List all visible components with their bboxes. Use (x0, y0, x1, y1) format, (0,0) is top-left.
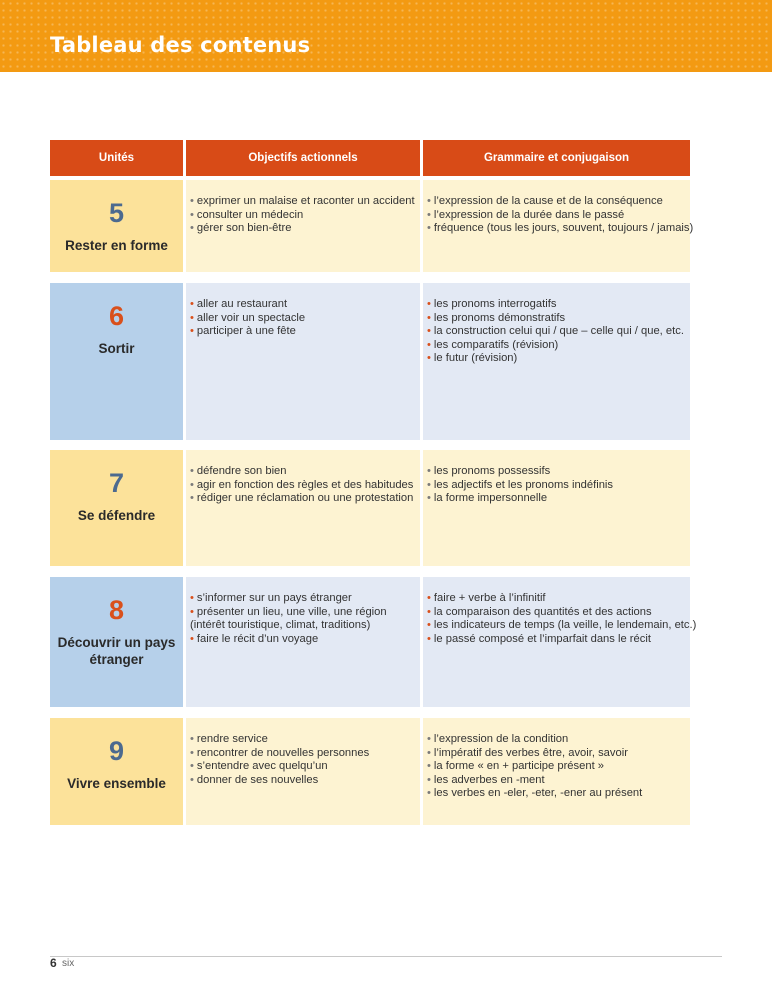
list-item: • participer à une fête (190, 325, 296, 338)
table-row (50, 450, 690, 566)
header-grammar: Grammaire et conjugaison (423, 140, 690, 176)
list-item: • la construction celui qui / que – celle qui / que, etc. (427, 325, 684, 338)
table-row (50, 577, 697, 707)
page-number-word: six (62, 958, 75, 969)
list-item: • la forme « en + participe présent » (427, 760, 605, 773)
grammar-cell (423, 180, 694, 272)
list-item: • les adjectifs et les pronoms indéfinis (427, 478, 614, 491)
header-banner (0, 0, 772, 72)
list-item: • faire + verbe à l’infinitif (427, 592, 546, 604)
list-item: • donner de ses nouvelles (190, 773, 319, 786)
unit-cell (50, 180, 183, 272)
unit-cell (50, 283, 183, 440)
objectives-cell (186, 718, 420, 825)
unit-number: 5 (108, 198, 125, 228)
list-item: • faire le récit d’un voyage (190, 632, 319, 645)
list-item: • les comparatifs (révision) (427, 338, 559, 351)
list-item: • agir en fonction des règles et des habitudes (190, 478, 414, 491)
objectives-cell (186, 450, 420, 566)
list-item: • rédiger une réclamation ou une protestation (190, 492, 414, 505)
header-units: Unités (50, 140, 183, 176)
list-item: • rencontrer de nouvelles personnes (190, 746, 370, 759)
list-item: • présenter un lieu, une ville, une région (intérêt touristique, climat, traditions) (190, 605, 387, 632)
unit-number: 9 (108, 736, 125, 766)
unit-number: 7 (108, 468, 125, 498)
list-item: • les pronoms démonstratifs (427, 311, 566, 324)
unit-name: Se défendre (77, 508, 156, 523)
list-item: • exprimer un malaise et raconter un accident (190, 195, 415, 207)
header-objectives: Objectifs actionnels (186, 140, 420, 176)
grammar-cell (423, 283, 690, 440)
unit-name: Rester en forme (65, 238, 168, 253)
table-row (50, 718, 690, 825)
table-header (50, 140, 690, 176)
list-item: • la comparaison des quantités et des actions (427, 605, 652, 618)
grammar-cell (423, 718, 690, 825)
page-number: 6 (50, 956, 57, 970)
contents-table (50, 140, 697, 800)
objectives-cell (186, 180, 420, 272)
list-item: • les adverbes en -ment (427, 773, 545, 786)
list-item: • le futur (révision) (427, 352, 518, 365)
unit-number: 8 (108, 595, 125, 625)
list-item: • l’expression de la condition (427, 733, 569, 745)
page-title: Tableau des contenus (50, 33, 311, 57)
list-item: • défendre son bien (190, 465, 287, 477)
list-item: • la forme impersonnelle (427, 492, 548, 505)
objectives-cell (186, 577, 420, 707)
list-item: • aller au restaurant (190, 298, 288, 310)
list-item: • les pronoms interrogatifs (427, 298, 557, 310)
list-item: • les indicateurs de temps (la veille, le lendemain, etc.) (427, 619, 697, 632)
footer-divider (50, 956, 722, 957)
list-item: • les verbes en -eler, -eter, -ener au présent (427, 787, 643, 800)
list-item: • l’impératif des verbes être, avoir, savoir (427, 746, 628, 759)
list-item: • s’entendre avec quelqu’un (190, 760, 328, 773)
grammar-cell (423, 450, 690, 566)
unit-name: Découvrir un pays étranger (57, 635, 176, 667)
unit-cell (50, 718, 183, 825)
unit-number: 6 (108, 301, 125, 331)
list-item: • le passé composé et l’imparfait dans le récit (427, 632, 651, 645)
table-row (50, 283, 690, 440)
list-item: • l’expression de la cause et de la conséquence (427, 195, 663, 207)
unit-name: Vivre ensemble (67, 776, 166, 791)
list-item: • consulter un médecin (190, 208, 304, 221)
list-item: • fréquence (tous les jours, souvent, toujours / jamais) (427, 222, 694, 235)
unit-cell (50, 577, 183, 707)
list-item: • rendre service (190, 733, 268, 745)
list-item: • s’informer sur un pays étranger (190, 592, 352, 604)
grammar-cell (423, 577, 697, 707)
list-item: • gérer son bien-être (190, 222, 292, 235)
list-item: • l’expression de la durée dans le passé (427, 208, 625, 221)
list-item: • aller voir un spectacle (190, 311, 306, 324)
list-item: • les pronoms possessifs (427, 465, 551, 477)
unit-name: Sortir (98, 341, 135, 356)
objectives-cell (186, 283, 420, 440)
unit-cell (50, 450, 183, 566)
table-row (50, 180, 694, 272)
